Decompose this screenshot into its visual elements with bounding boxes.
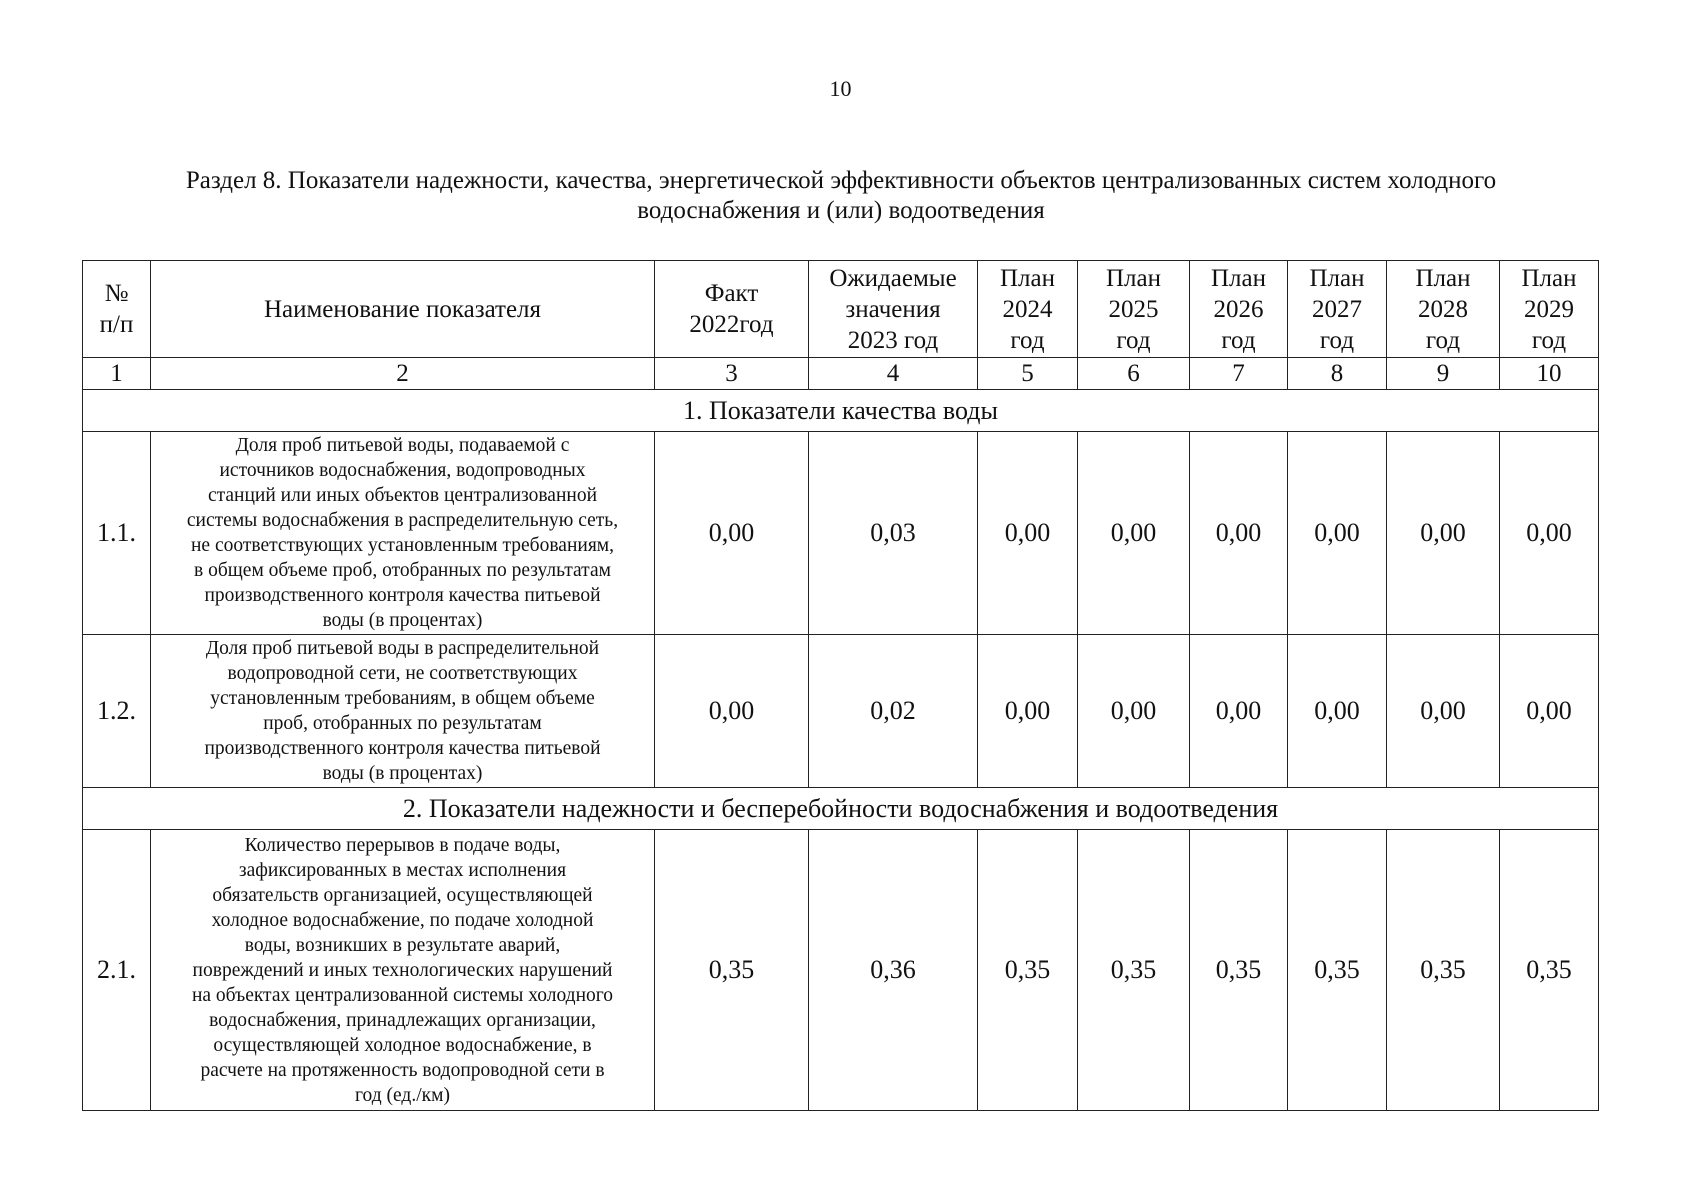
header-col-num: № п/п	[83, 261, 151, 358]
value-cell: 0,00	[1387, 432, 1500, 635]
row-description: Количество перерывов в подаче воды, зафиксированных в местах исполнения обязательств организацией, осуществляющей холодное водоснабжение, по подаче холодной воды, возникших в результате аварий, повреждений и иных технологических нарушений на объектах централизованной системы холодного водоснабжения, принадлежащих организации, осуществляющей холодное водоснабжение, в расчете на протяженность водопроводной сети в год (ед./км)	[151, 830, 655, 1111]
value-cell: 0,00	[1500, 635, 1599, 788]
value-cell: 0,00	[1078, 635, 1190, 788]
column-number: 4	[809, 358, 978, 390]
value-cell: 0,00	[978, 432, 1078, 635]
column-number: 2	[151, 358, 655, 390]
header-col-plan-2026: План 2026 год	[1190, 261, 1288, 358]
row-number: 1.1.	[83, 432, 151, 635]
value-cell: 0,00	[1500, 432, 1599, 635]
column-number: 10	[1500, 358, 1599, 390]
column-number: 7	[1190, 358, 1288, 390]
value-cell: 0,00	[655, 432, 809, 635]
section-title	[90, 166, 1592, 226]
value-cell: 0,35	[655, 830, 809, 1111]
value-cell: 0,35	[1500, 830, 1599, 1111]
value-cell: 0,35	[1288, 830, 1387, 1111]
group-row-reliability	[83, 788, 1599, 830]
row-description: Доля проб питьевой воды в распределительной водопроводной сети, не соответствующих установленным требованиям, в общем объеме проб, отобранных по результатам производственного контроля качества питьевой воды (в процентах)	[151, 635, 655, 788]
table-row	[83, 635, 1599, 788]
column-number: 9	[1387, 358, 1500, 390]
value-cell: 0,00	[1387, 635, 1500, 788]
group-row-water-quality	[83, 390, 1599, 432]
header-col-plan-2029: План 2029 год	[1500, 261, 1599, 358]
column-number-row	[83, 358, 1599, 390]
value-cell: 0,00	[1190, 432, 1288, 635]
value-cell: 0,02	[809, 635, 978, 788]
header-col-expected-2023: Ожидаемые значения 2023 год	[809, 261, 978, 358]
value-cell: 0,00	[1190, 635, 1288, 788]
column-number: 6	[1078, 358, 1190, 390]
column-number: 1	[83, 358, 151, 390]
group-title: 1. Показатели качества воды	[83, 390, 1599, 432]
value-cell: 0,00	[1288, 635, 1387, 788]
section-title-line-2: водоснабжения и (или) водоотведения	[637, 197, 1045, 224]
value-cell: 0,00	[978, 635, 1078, 788]
value-cell: 0,36	[809, 830, 978, 1111]
row-number: 2.1.	[83, 830, 151, 1111]
value-cell: 0,35	[1190, 830, 1288, 1111]
table-row	[83, 830, 1599, 1111]
column-number: 5	[978, 358, 1078, 390]
header-col-name: Наименование показателя	[151, 261, 655, 358]
value-cell: 0,00	[1288, 432, 1387, 635]
page-number: 10	[829, 76, 852, 101]
header-col-plan-2024: План 2024 год	[978, 261, 1078, 358]
value-cell: 0,35	[1078, 830, 1190, 1111]
value-cell: 0,00	[1078, 432, 1190, 635]
indicators-table	[82, 260, 1599, 1111]
column-number: 3	[655, 358, 809, 390]
value-cell: 0,00	[655, 635, 809, 788]
row-number: 1.2.	[83, 635, 151, 788]
header-row	[83, 261, 1599, 358]
header-col-plan-2028: План 2028 год	[1387, 261, 1500, 358]
value-cell: 0,35	[1387, 830, 1500, 1111]
header-col-fact-2022: Факт 2022год	[655, 261, 809, 358]
section-title-line-1: Раздел 8. Показатели надежности, качества, энергетической эффективности объектов централизованных систем холодного	[185, 167, 1497, 194]
value-cell: 0,35	[978, 830, 1078, 1111]
row-description: Доля проб питьевой воды, подаваемой с источников водоснабжения, водопроводных станций или иных объектов централизованной системы водоснабжения в распределительную сеть, не соответствующих установленным требованиям, в общем объеме проб, отобранных по результатам производственного контроля качества питьевой воды (в процентах)	[151, 432, 655, 635]
header-col-plan-2027: План 2027 год	[1288, 261, 1387, 358]
column-number: 8	[1288, 358, 1387, 390]
value-cell: 0,03	[809, 432, 978, 635]
group-title: 2. Показатели надежности и бесперебойности водоснабжения и водоотведения	[83, 788, 1599, 830]
header-col-plan-2025: План 2025 год	[1078, 261, 1190, 358]
table-row	[83, 432, 1599, 635]
